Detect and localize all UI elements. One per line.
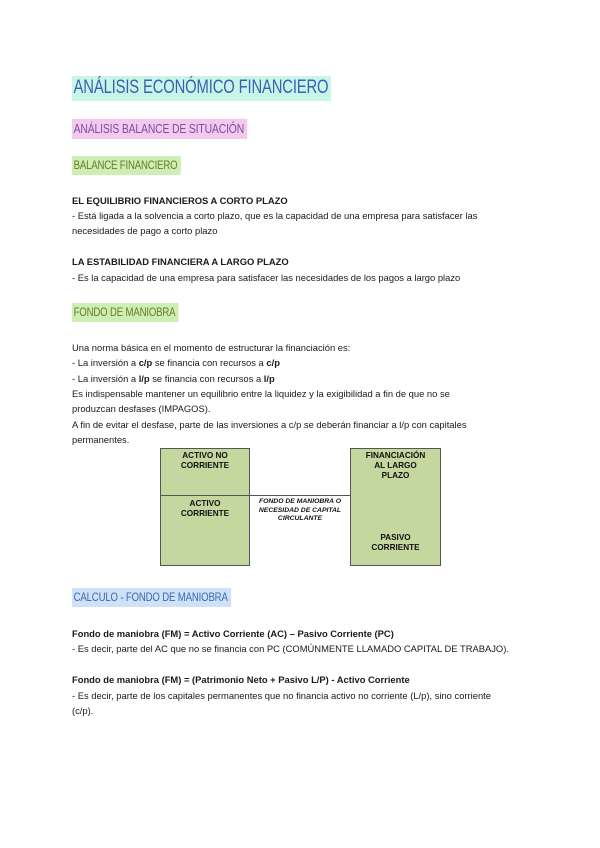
largo-plazo-heading: LA ESTABILIDAD FINANCIERA A LARGO PLAZO (72, 256, 289, 267)
activo-no-corriente-label: ACTIVO NO CORRIENTE (180, 451, 230, 470)
activo-divider (160, 495, 250, 496)
calc2-desc-1: - Es decir, parte de los capitales permanentes que no financia activo no corriente (L/p), sino corriente (72, 690, 491, 701)
pasivo-corriente-label: PASIVO CORRIENTE (371, 533, 420, 552)
fondo-text-4: Es indispensable mantener un equilibrio entre la liquidez y la exigibilidad a fin de que no se (72, 388, 450, 399)
fondo-maniobra-label: FONDO DE MANIOBRA O NECESIDAD DE CAPITAL CIRCULANTE (258, 498, 342, 522)
corto-plazo-text-2: necesidades de pago a corto plazo (72, 225, 218, 236)
page-title: ANÁLISIS ECONÓMICO FINANCIERO (72, 76, 331, 101)
fondo-text-6: A fin de evitar el desfase, parte de las inversiones a c/p se deberán financiar a l/p con capitales (72, 419, 467, 430)
calc1-formula: Fondo de maniobra (FM) = Activo Corriente (AC) – Pasivo Corriente (PC) (72, 628, 394, 639)
calc2-desc-2: (c/p). (72, 705, 94, 716)
calc2-formula: Fondo de maniobra (FM) = (Patrimonio Neto + Pasivo L/P) - Activo Corriente (72, 674, 410, 685)
financiacion-largo-plazo-label: FINANCIACIÓN AL LARGO PLAZO (365, 451, 426, 480)
activo-corriente-label: ACTIVO CORRIENTE (180, 499, 230, 518)
fondo-text-3: - La inversión a l/p se financia con recursos a l/p (72, 373, 275, 384)
subsection-heading-balance: BALANCE FINANCIERO (72, 156, 181, 175)
fondo-text-2: - La inversión a c/p se financia con recursos a c/p (72, 357, 280, 368)
fondo-top-line (250, 495, 350, 496)
subsection-heading-calculo: CALCULO - FONDO DE MANIOBRA (72, 588, 231, 607)
fondo-text-5: produzcan desfases (IMPAGOS). (72, 403, 211, 414)
calc1-desc: - Es decir, parte del AC que no se financia con PC (COMÚNMENTE LLAMADO CAPITAL DE TRABAJO). (72, 643, 509, 654)
subsection-heading-fondo: FONDO DE MANIOBRA (72, 303, 179, 322)
largo-plazo-text-1: - Es la capacidad de una empresa para satisfacer las necesidades de los pagos a largo plazo (72, 272, 461, 283)
section-heading: ANÁLISIS BALANCE DE SITUACIÓN (72, 119, 247, 139)
fondo-text-7: permanentes. (72, 434, 130, 445)
corto-plazo-text-1: - Está ligada a la solvencia a corto plazo, que es la capacidad de una empresa para satisfacer las (72, 210, 478, 221)
corto-plazo-heading: EL EQUILIBRIO FINANCIEROS A CORTO PLAZO (72, 195, 288, 206)
fondo-text-1: Una norma básica en el momento de estructurar la financiación es: (72, 342, 351, 353)
